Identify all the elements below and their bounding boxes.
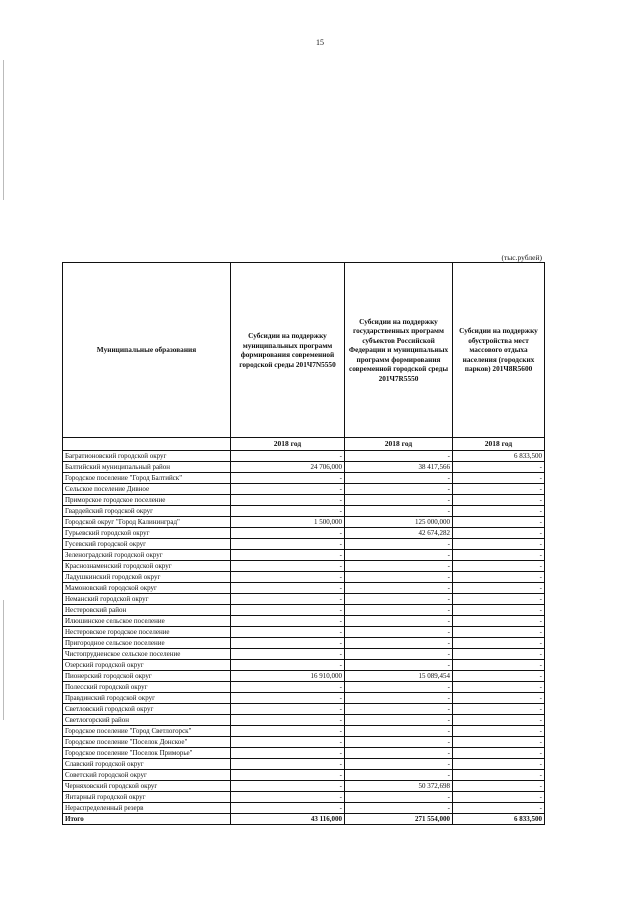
municipality-name: Озерский городской округ [63, 660, 231, 671]
subsidy-value: - [345, 693, 453, 704]
subsidy-value: - [231, 550, 345, 561]
subsidy-value: - [345, 759, 453, 770]
header-subsidy-n5550: Субсидии на поддержку муниципальных программ формирования современной городской среды 201Ч7N5550 [231, 263, 345, 438]
municipality-name: Славский городской округ [63, 759, 231, 770]
subsidy-value: - [453, 506, 545, 517]
year-header-empty [63, 438, 231, 451]
subsidy-value: - [345, 550, 453, 561]
subsidy-value: - [231, 616, 345, 627]
subsidy-value: - [453, 682, 545, 693]
subsidy-value: - [453, 616, 545, 627]
municipality-name: Ладушкинский городской округ [63, 572, 231, 583]
total-value: 43 116,000 [231, 814, 345, 825]
subsidy-value: - [345, 506, 453, 517]
subsidy-value: 42 674,282 [345, 528, 453, 539]
subsidy-value: - [453, 770, 545, 781]
subsidy-value: - [231, 638, 345, 649]
table-row [63, 671, 545, 682]
municipality-name: Илюшинское сельское поселение [63, 616, 231, 627]
subsidy-value: - [231, 781, 345, 792]
subsidy-value: - [231, 792, 345, 803]
subsidy-value: - [231, 682, 345, 693]
header-subsidy-r5550: Субсидии на поддержку государственных программ субъектов Российской Федерации и муниципальных программ формирования современной городской среды 201Ч7R5550 [345, 263, 453, 438]
subsidy-value: - [453, 484, 545, 495]
table-row [63, 792, 545, 803]
municipality-name: Черняховский городской округ [63, 781, 231, 792]
table-row [63, 451, 545, 462]
subsidy-value: - [345, 539, 453, 550]
subsidy-value: - [231, 506, 345, 517]
year-header: 2018 год [453, 438, 545, 451]
total-value: 271 554,000 [345, 814, 453, 825]
subsidy-value: - [453, 781, 545, 792]
subsidy-value: - [453, 638, 545, 649]
subsidy-value: - [345, 451, 453, 462]
subsidy-value: - [345, 638, 453, 649]
subsidy-value: - [231, 594, 345, 605]
municipality-name: Гвардейский городской округ [63, 506, 231, 517]
municipality-name: Пионерский городской округ [63, 671, 231, 682]
subsidy-value: - [345, 770, 453, 781]
subsidy-value: - [345, 605, 453, 616]
table-row [63, 803, 545, 814]
table-row [63, 572, 545, 583]
municipality-name: Советский городской округ [63, 770, 231, 781]
table-row [63, 759, 545, 770]
table-row [63, 715, 545, 726]
municipality-name: Городской округ "Город Калининград" [63, 517, 231, 528]
subsidy-value: 50 372,698 [345, 781, 453, 792]
subsidy-value: - [453, 517, 545, 528]
municipality-name: Мамоновский городской округ [63, 583, 231, 594]
subsidy-value: - [345, 682, 453, 693]
municipality-name: Нестеровское городское поселение [63, 627, 231, 638]
subsidy-value: - [453, 561, 545, 572]
year-header: 2018 год [231, 438, 345, 451]
subsidy-value: - [345, 715, 453, 726]
table-row [63, 539, 545, 550]
municipality-name: Балтийский муниципальный район [63, 462, 231, 473]
municipality-name: Правдинский городской округ [63, 693, 231, 704]
subsidy-value: - [453, 759, 545, 770]
subsidy-value: - [231, 803, 345, 814]
table-row [63, 627, 545, 638]
municipality-name: Городское поселение "Город Балтийск" [63, 473, 231, 484]
table-row [63, 638, 545, 649]
table-row [63, 528, 545, 539]
subsidy-value: - [453, 792, 545, 803]
table-row [63, 770, 545, 781]
subsidy-value: - [231, 495, 345, 506]
subsidy-value: - [231, 605, 345, 616]
subsidy-value: - [453, 748, 545, 759]
table-row [63, 462, 545, 473]
subsidy-value: - [453, 715, 545, 726]
table-body [63, 451, 545, 814]
scan-margin-mark [3, 60, 4, 200]
subsidy-value: - [453, 550, 545, 561]
subsidy-value: - [453, 627, 545, 638]
table-row [63, 682, 545, 693]
subsidy-value: - [453, 495, 545, 506]
subsidy-value: - [231, 770, 345, 781]
scan-margin-mark [3, 600, 4, 720]
subsidy-value: 16 910,000 [231, 671, 345, 682]
subsidy-value: - [345, 484, 453, 495]
subsidy-value: - [345, 704, 453, 715]
subsidy-value: 15 089,454 [345, 671, 453, 682]
table-row [63, 660, 545, 671]
subsidy-value: - [345, 561, 453, 572]
table-row [63, 506, 545, 517]
subsidy-value: - [453, 726, 545, 737]
subsidy-value: - [345, 660, 453, 671]
subsidy-value: - [345, 473, 453, 484]
subsidy-value: - [345, 792, 453, 803]
municipality-name: Приморское городское поселение [63, 495, 231, 506]
subsidy-value: - [345, 495, 453, 506]
municipality-name: Светловский городской округ [63, 704, 231, 715]
subsidy-value: - [231, 473, 345, 484]
subsidy-value: - [231, 627, 345, 638]
subsidy-value: - [453, 528, 545, 539]
subsidy-value: 38 417,566 [345, 462, 453, 473]
municipality-name: Нераспределенный резерв [63, 803, 231, 814]
subsidy-value: 1 500,000 [231, 517, 345, 528]
table-row [63, 550, 545, 561]
municipality-name: Багратионовский городской округ [63, 451, 231, 462]
table-row [63, 484, 545, 495]
subsidy-value: - [345, 594, 453, 605]
subsidy-value: - [453, 803, 545, 814]
total-row [63, 814, 545, 825]
subsidy-value: - [345, 748, 453, 759]
municipality-name: Неманский городской округ [63, 594, 231, 605]
subsidy-value: - [453, 594, 545, 605]
subsidy-value: - [345, 616, 453, 627]
municipality-name: Полесский городской округ [63, 682, 231, 693]
table-row [63, 726, 545, 737]
subsidy-value: - [231, 715, 345, 726]
subsidy-value: 125 000,000 [345, 517, 453, 528]
subsidy-value: 24 706,000 [231, 462, 345, 473]
table-row [63, 473, 545, 484]
subsidy-value: - [345, 572, 453, 583]
subsidy-value: - [231, 649, 345, 660]
subsidy-value: - [453, 539, 545, 550]
subsidy-value: - [231, 561, 345, 572]
table-row [63, 561, 545, 572]
subsidy-value: - [345, 726, 453, 737]
total-value: 6 833,500 [453, 814, 545, 825]
municipality-name: Чистопрудненское сельское поселение [63, 649, 231, 660]
table-row [63, 781, 545, 792]
table-row [63, 748, 545, 759]
subsidy-value: - [231, 660, 345, 671]
table-row [63, 605, 545, 616]
table-row [63, 583, 545, 594]
municipality-name: Нестеровский район [63, 605, 231, 616]
header-municipalities: Муниципальные образования [63, 263, 231, 438]
municipality-name: Светлогорский район [63, 715, 231, 726]
subsidy-value: - [231, 759, 345, 770]
municipality-name: Сельское поселение Дивное [63, 484, 231, 495]
subsidy-value: - [231, 572, 345, 583]
subsidy-value: - [345, 583, 453, 594]
subsidy-value: - [231, 737, 345, 748]
municipality-name: Краснознаменский городской округ [63, 561, 231, 572]
subsidy-value: - [231, 528, 345, 539]
table-row [63, 693, 545, 704]
subsidy-value: - [231, 726, 345, 737]
units-label: (тыс.рублей) [501, 253, 542, 262]
municipality-name: Городское поселение "Поселок Донское" [63, 737, 231, 748]
table-row [63, 594, 545, 605]
subsidy-value: - [453, 660, 545, 671]
municipality-name: Янтарный городской округ [63, 792, 231, 803]
table-row [63, 704, 545, 715]
subsidy-value: 6 833,500 [453, 451, 545, 462]
table-row [63, 649, 545, 660]
subsidy-value: - [231, 484, 345, 495]
subsidy-value: - [453, 583, 545, 594]
subsidy-value: - [453, 693, 545, 704]
subsidy-value: - [231, 583, 345, 594]
municipality-name: Гусевский городской округ [63, 539, 231, 550]
subsidy-table [62, 262, 545, 825]
subsidy-value: - [345, 803, 453, 814]
subsidy-value: - [453, 605, 545, 616]
year-header: 2018 год [345, 438, 453, 451]
total-label: Итого [63, 814, 231, 825]
municipality-name: Гурьевский городской округ [63, 528, 231, 539]
subsidy-value: - [453, 462, 545, 473]
subsidy-value: - [453, 473, 545, 484]
subsidy-value: - [453, 572, 545, 583]
municipality-name: Городское поселение "Город Светлогорск" [63, 726, 231, 737]
municipality-name: Городское поселение "Поселок Приморье" [63, 748, 231, 759]
table-row [63, 495, 545, 506]
subsidy-value: - [231, 451, 345, 462]
page-number: 15 [316, 38, 324, 47]
subsidy-value: - [345, 627, 453, 638]
subsidy-value: - [231, 693, 345, 704]
subsidy-value: - [231, 748, 345, 759]
subsidy-value: - [345, 649, 453, 660]
subsidy-value: - [453, 704, 545, 715]
subsidy-value: - [453, 737, 545, 748]
header-subsidy-r5600: Субсидии на поддержку обустройства мест массового отдыха населения (городских парков) 201Ч8R5600 [453, 263, 545, 438]
table-row [63, 517, 545, 528]
subsidy-value: - [231, 704, 345, 715]
subsidy-value: - [453, 671, 545, 682]
subsidy-value: - [231, 539, 345, 550]
municipality-name: Пригородное сельское поселение [63, 638, 231, 649]
subsidy-value: - [345, 737, 453, 748]
table-row [63, 616, 545, 627]
subsidy-value: - [453, 649, 545, 660]
table-row [63, 737, 545, 748]
municipality-name: Зеленоградский городской округ [63, 550, 231, 561]
